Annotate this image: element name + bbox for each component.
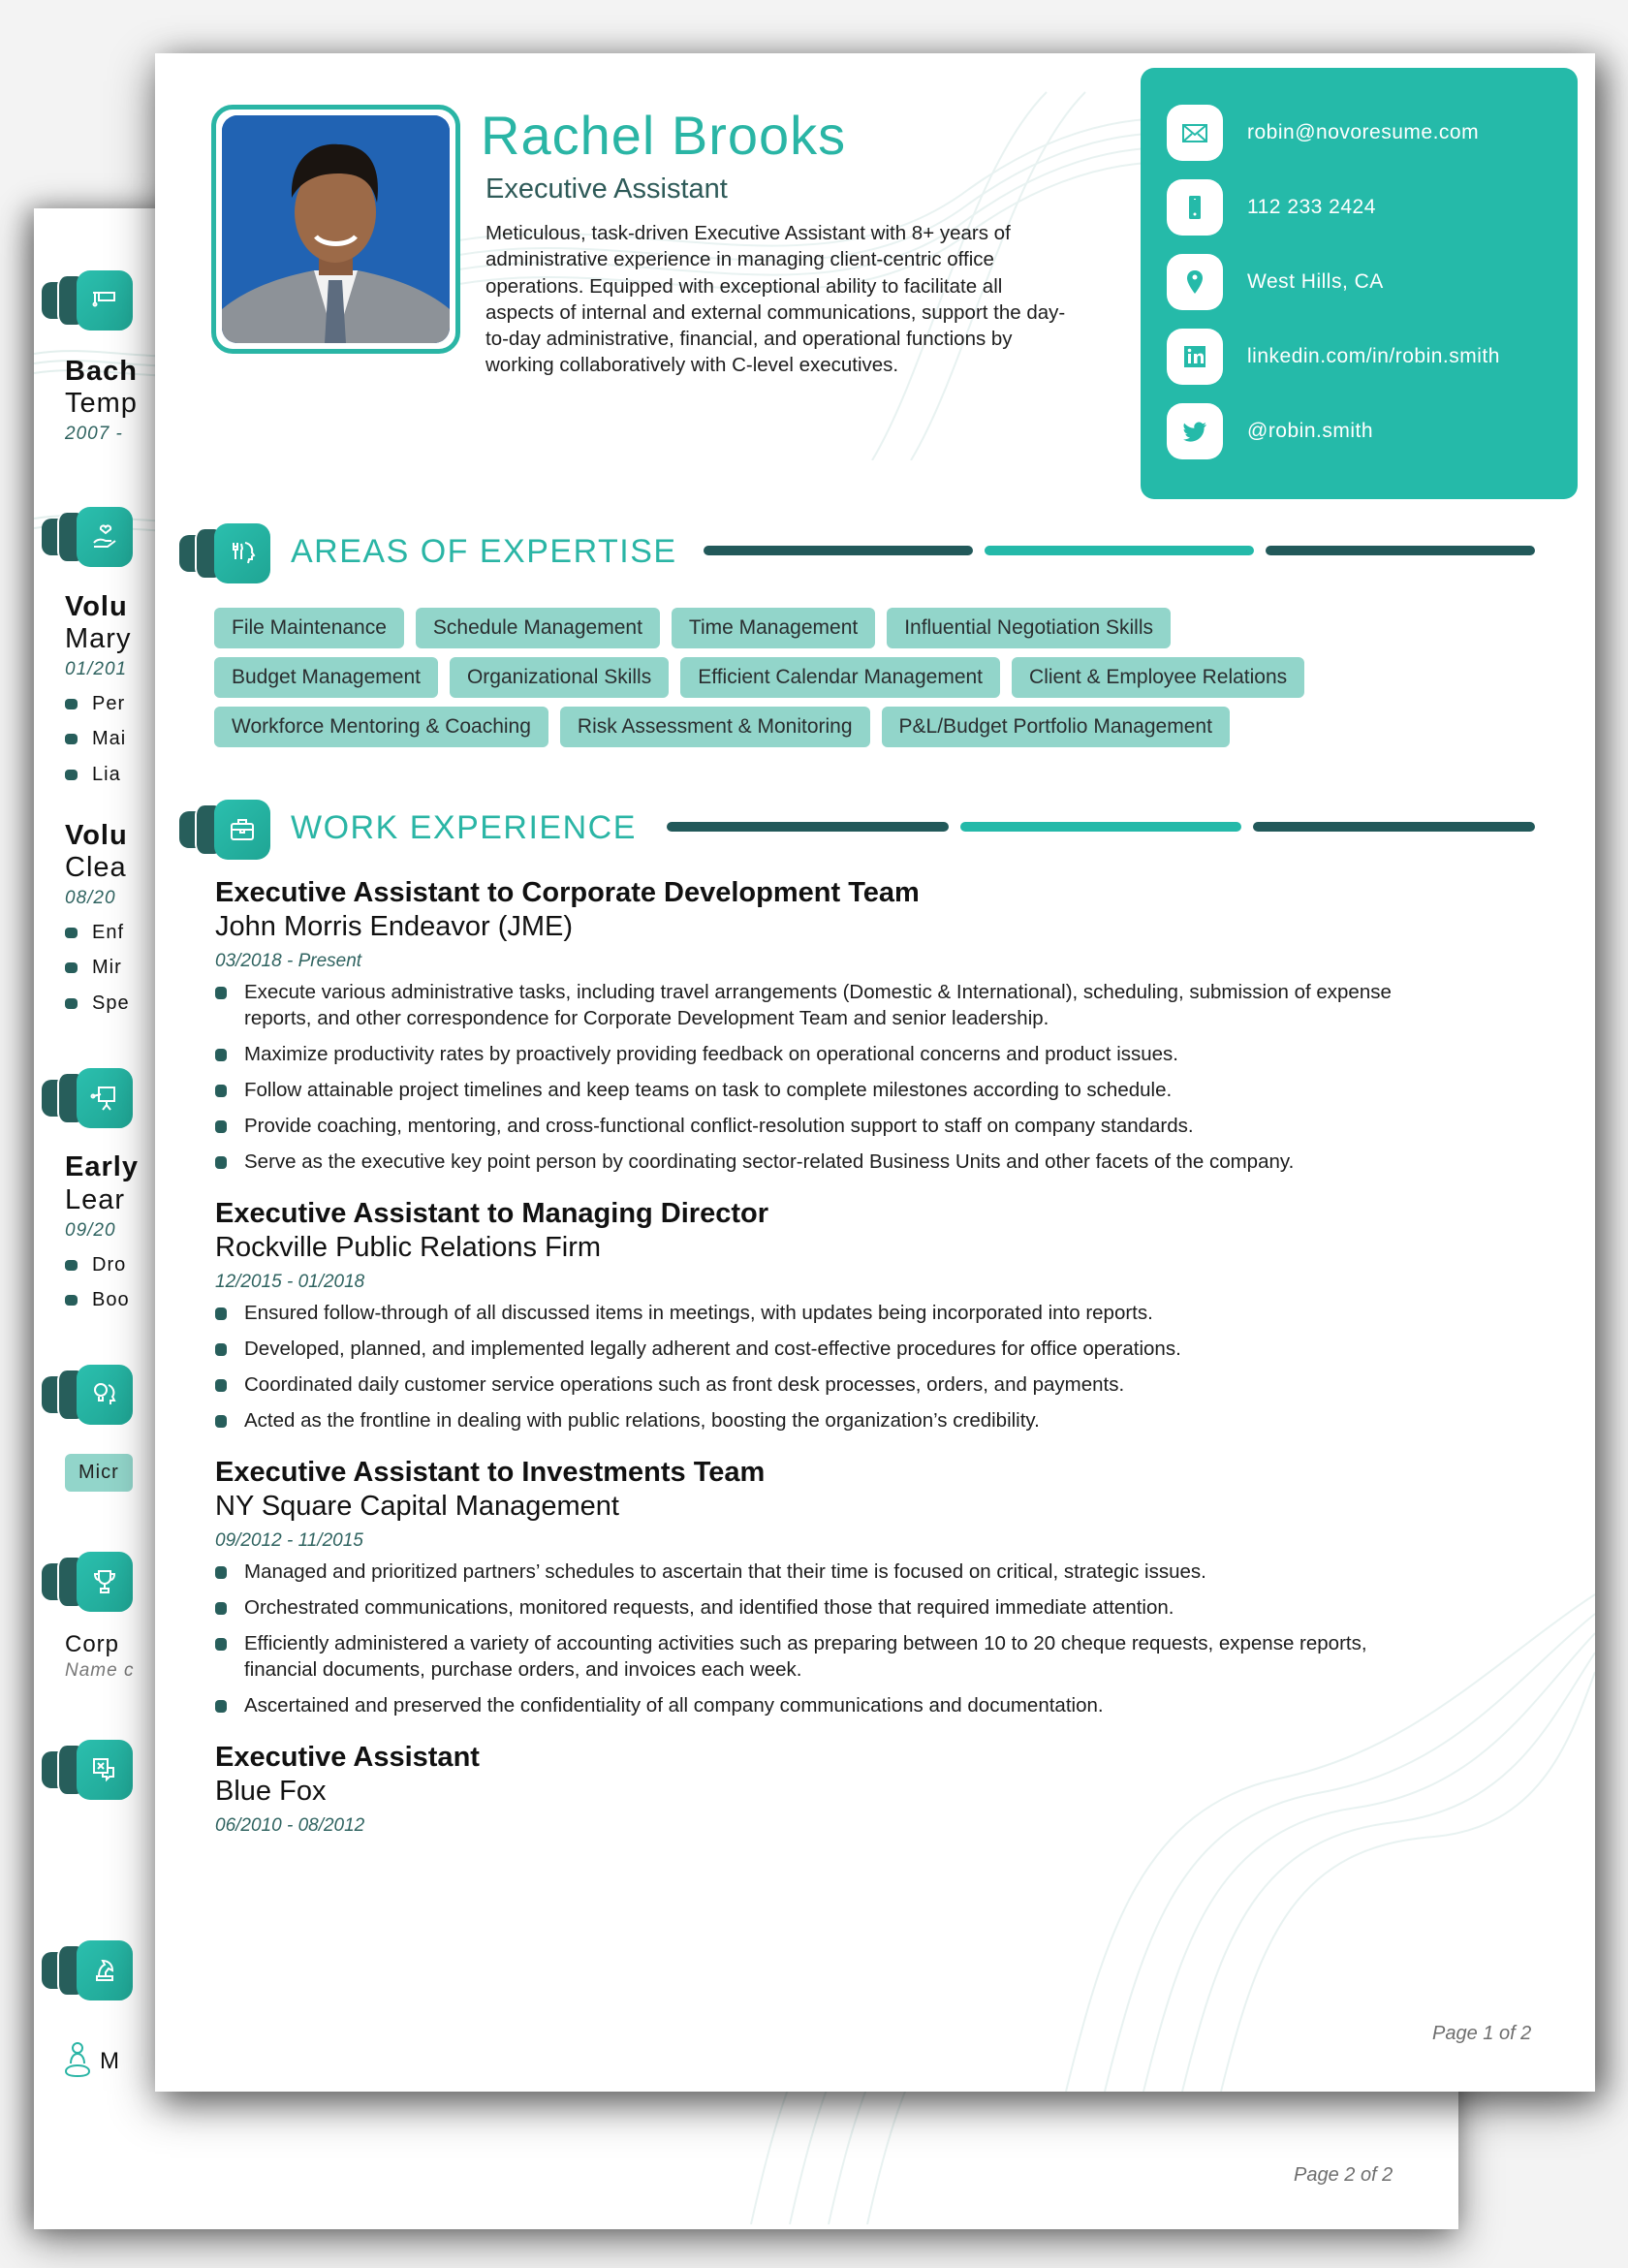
job-company: Rockville Public Relations Firm <box>215 1232 602 1263</box>
briefcase-icon <box>214 800 270 860</box>
mobile-phone-icon <box>1167 179 1223 236</box>
phone-text: 112 233 2424 <box>1247 196 1376 218</box>
contact-phone[interactable] <box>1167 179 1376 236</box>
skill-tag: Influential Negotiation Skills <box>887 608 1171 648</box>
contact-email[interactable] <box>1167 105 1479 161</box>
volunteer-bullet: Lia <box>65 764 121 786</box>
teaching-bullet: Boo <box>65 1289 130 1311</box>
volunteer-bullet: Mai <box>65 728 126 750</box>
tools-head-icon <box>214 523 270 583</box>
expertise-tags <box>214 608 1474 756</box>
job-bullet: Developed, planned, and implemented legally adherent and cost-effective procedures for office operations. <box>215 1336 1426 1362</box>
work-experience-list <box>215 875 1475 1865</box>
contact-linkedin[interactable] <box>1167 329 1500 385</box>
job-company: John Morris Endeavor (JME) <box>215 911 574 942</box>
experience-heading: WORK EXPERIENCE <box>291 809 637 846</box>
teaching-org: Lear <box>65 1184 126 1215</box>
job-role: Executive Assistant to Investments Team <box>215 1457 766 1488</box>
languages-section-icon-group <box>42 1740 134 1800</box>
education-school: Temp <box>65 388 138 419</box>
expertise-heading: AREAS OF EXPERTISE <box>291 533 677 570</box>
linkedin-icon <box>1167 329 1223 385</box>
skill-tag: Time Management <box>672 608 875 648</box>
map-pin-icon <box>1167 254 1223 310</box>
job-bullet: Acted as the frontline in dealing with public relations, boosting the organization’s credibility. <box>215 1407 1426 1433</box>
location-text: West Hills, CA <box>1247 270 1384 293</box>
teaching-role: Early <box>65 1151 139 1182</box>
presentation-icon <box>77 1068 133 1128</box>
trophy-icon <box>77 1552 133 1612</box>
job-role: Executive Assistant to Corporate Development Team <box>215 877 920 908</box>
tag-row <box>214 608 1474 648</box>
volunteer-section-icon-group <box>42 507 134 567</box>
page-number-2: Page 2 of 2 <box>1294 2164 1393 2186</box>
email-text[interactable]: robin@novoresume.com <box>1247 121 1480 143</box>
job-bullet: Coordinated daily customer service operations such as front desk processes, orders, and payments. <box>215 1371 1426 1398</box>
contact-twitter[interactable] <box>1167 403 1373 459</box>
job-date: 09/2012 - 11/2015 <box>215 1530 363 1551</box>
tag-row <box>214 707 1474 747</box>
heart-hand-icon <box>77 507 133 567</box>
twitter-bird-icon <box>1167 403 1223 459</box>
volunteer-date-2: 08/20 <box>65 888 116 908</box>
skill-tag: Budget Management <box>214 657 438 698</box>
professional-summary: Meticulous, task-driven Executive Assistant with 8+ years of administrative experience in managing client-centric office operations. Equipped with exceptional ability to facilitate all aspects of internal and external communications, support the day-to-day administrative, financial, and operational functions by working collaboratively with C-level executives. <box>485 222 1066 377</box>
volunteer-org-2: Clea <box>65 852 127 883</box>
education-degree: Bach <box>65 356 138 387</box>
job-company: NY Square Capital Management <box>215 1491 619 1522</box>
job-entry <box>215 1740 1475 1843</box>
education-date: 2007 - <box>65 424 123 444</box>
teaching-bullet: Dro <box>65 1254 126 1276</box>
translate-icon <box>77 1740 133 1800</box>
linkedin-text[interactable]: linkedin.com/in/robin.smith <box>1247 345 1500 367</box>
job-role: Executive Assistant to Managing Director <box>215 1198 769 1229</box>
volunteer-org-1: Mary <box>65 623 132 654</box>
job-bullets <box>215 1300 1475 1433</box>
job-date: 12/2015 - 01/2018 <box>215 1272 365 1292</box>
job-role: Executive Assistant <box>215 1742 480 1773</box>
job-date: 03/2018 - Present <box>215 951 362 971</box>
person-portrait-icon <box>222 115 450 343</box>
envelope-icon <box>1167 105 1223 161</box>
skill-tag: Workforce Mentoring & Coaching <box>214 707 548 747</box>
job-entry <box>215 1196 1475 1433</box>
skill-tag: Micr <box>65 1454 133 1492</box>
job-company: Blue Fox <box>215 1776 327 1807</box>
job-bullet: Managed and prioritized partners’ schedules to ascertain that their time is focused on critical, strategic issues. <box>215 1559 1426 1585</box>
volunteer-bullet: Spe <box>65 992 130 1015</box>
page-number-1: Page 1 of 2 <box>1432 2023 1532 2044</box>
twitter-text[interactable]: @robin.smith <box>1247 420 1374 442</box>
profile-photo <box>222 115 450 343</box>
meditation-icon <box>63 2042 92 2079</box>
volunteer-bullet: Enf <box>65 922 124 944</box>
contact-info-panel <box>1141 68 1578 499</box>
volunteer-bullet: Per <box>65 693 125 715</box>
skill-tag: P&L/Budget Portfolio Management <box>882 707 1230 747</box>
skill-tag: Organizational Skills <box>450 657 669 698</box>
skill-tag: Risk Assessment & Monitoring <box>560 707 870 747</box>
education-section-icon-group <box>42 270 134 331</box>
resume-page-1 <box>155 53 1595 2092</box>
skill-tag: Schedule Management <box>416 608 660 648</box>
chess-knight-icon <box>77 1940 133 2000</box>
volunteer-role-1: Volu <box>65 591 128 622</box>
job-bullet: Serve as the executive key point person by coordinating sector-related Business Units and other facets of the company. <box>215 1149 1426 1175</box>
expertise-section-icon-group <box>179 523 271 583</box>
job-bullet: Ensured follow-through of all discussed items in meetings, with updates being incorporated into reports. <box>215 1300 1426 1326</box>
teaching-date: 09/20 <box>65 1220 116 1241</box>
job-bullet: Efficiently administered a variety of accounting activities such as preparing between 10 to 20 cheque requests, expense reports, financial documents, purchase orders, and invoices each week. <box>215 1630 1426 1683</box>
expertise-heading-rule <box>704 546 1535 555</box>
achievement-title: Corp <box>65 1631 120 1657</box>
job-bullet: Follow attainable project timelines and keep teams on task to complete milestones according to schedule. <box>215 1077 1426 1103</box>
job-bullet: Maximize productivity rates by proactively providing feedback on operational concerns and product issues. <box>215 1041 1426 1067</box>
job-date: 06/2010 - 08/2012 <box>215 1815 365 1836</box>
tag-row <box>214 657 1474 698</box>
interests-section-icon-group <box>42 1940 134 2000</box>
job-bullet: Provide coaching, mentoring, and cross-functional conflict-resolution support to staff on company standards. <box>215 1113 1426 1139</box>
skill-tag: File Maintenance <box>214 608 404 648</box>
job-bullets <box>215 979 1475 1175</box>
job-bullet: Orchestrated communications, monitored requests, and identified those that required immediate attention. <box>215 1594 1426 1621</box>
skills-section-icon-group <box>42 1365 134 1425</box>
interest-label: M <box>100 2048 119 2074</box>
job-bullet: Ascertained and preserved the confidentiality of all company communications and documentation. <box>215 1692 1426 1718</box>
job-entry <box>215 1455 1475 1718</box>
contact-location <box>1167 254 1384 310</box>
achievements-section-icon-group <box>42 1552 134 1612</box>
achievement-note: Name c <box>65 1660 135 1681</box>
skill-tag: Client & Employee Relations <box>1012 657 1304 698</box>
job-bullet: Execute various administrative tasks, including travel arrangements (Domestic & International), scheduling, submission of expense reports, and other correspondence for Corporate Development Team and senior leadership. <box>215 979 1426 1031</box>
graduation-cap-icon <box>77 270 133 331</box>
skill-tag: Efficient Calendar Management <box>680 657 1000 698</box>
teaching-section-icon-group <box>42 1068 134 1128</box>
volunteer-bullet: Mir <box>65 957 122 979</box>
volunteer-date-1: 01/201 <box>65 659 128 679</box>
candidate-title: Executive Assistant <box>485 173 728 205</box>
profile-photo-frame <box>211 105 460 354</box>
job-entry <box>215 875 1475 1175</box>
experience-heading-rule <box>667 822 1535 832</box>
job-bullets <box>215 1559 1475 1718</box>
lightbulb-head-icon <box>77 1365 133 1425</box>
experience-section-icon-group <box>179 800 271 860</box>
volunteer-role-2: Volu <box>65 820 128 851</box>
candidate-name: Rachel Brooks <box>481 105 847 166</box>
